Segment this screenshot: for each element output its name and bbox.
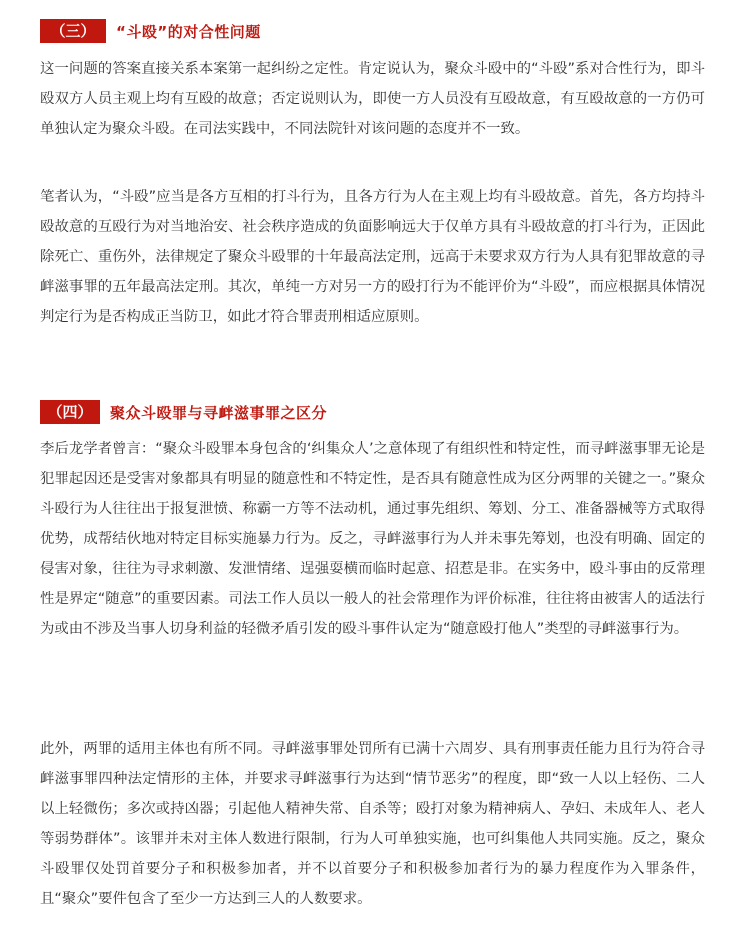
- section-heading-3: [40, 18, 261, 44]
- section-number-tag: （三）: [40, 19, 106, 43]
- section-title: “斗殴”的对合性问题: [116, 22, 261, 41]
- section-number-tag: （四）: [40, 400, 100, 424]
- paragraph: 此外，两罪的适用主体也有所不同。寻衅滋事罪处罚所有已满十六周岁、具有刑事责任能力且行为符合寻衅滋事罪四种法定情形的主体，并要求寻衅滋事行为达到“情节恶劣”的程度，即“致一人以上轻伤、二人以上轻微伤；多次或持凶器；引起他人精神失常、自杀等；殴打对象为精神病人、孕妇、未成年人、老人等弱势群体”。该罪并未对主体人数进行限制，行为人可单独实施，也可纠集他人共同实施。反之，聚众斗殴罪仅处罚首要分子和积极参加者，并不以首要分子和积极参加者行为的暴力程度作为入罪条件，且“聚众”要件包含了至少一方达到三人的人数要求。: [40, 741, 705, 907]
- paragraph: 笔者认为，“斗殴”应当是各方互相的打斗行为，且各方行为人在主观上均有斗殴故意。首先，各方均持斗殴故意的互殴行为对当地治安、社会秩序造成的负面影响远大于仅单方具有斗殴故意的打斗行为，正因此除死亡、重伤外，法律规定了聚众斗殴罪的十年最高法定刑，远高于未要求双方行为人具有犯罪故意的寻衅滋事罪的五年最高法定刑。其次，单纯一方对另一方的殴打行为不能评价为“斗殴”，而应根据具体情况判定行为是否构成正当防卫，如此才符合罪责刑相适应原则。: [40, 189, 705, 325]
- section-heading-4: [40, 399, 327, 425]
- section-title: 聚众斗殴罪与寻衅滋事罪之区分: [110, 403, 328, 422]
- paragraph: 这一问题的答案直接关系本案第一起纠纷之定性。肯定说认为，聚众斗殴中的“斗殴”系对合性行为，即斗殴双方人员主观上均有互殴的故意；否定说则认为，即使一方人员没有互殴故意，有互殴故意的一方仍可单独认定为聚众斗殴。在司法实践中，不同法院针对该问题的态度并不一致。: [40, 61, 705, 137]
- paragraph: 李后龙学者曾言：“聚众斗殴罪本身包含的‘纠集众人’之意体现了有组织性和特定性，而寻衅滋事罪无论是犯罪起因还是受害对象都具有明显的随意性和不特定性，是否具有随意性成为区分两罪的关键之一。”聚众斗殴行为人往往出于报复泄愤、称霸一方等不法动机，通过事先组织、筹划、分工、准备器械等方式取得优势，成帮结伙地对特定目标实施暴力行为。反之，寻衅滋事行为人并未事先筹划，也没有明确、固定的侵害对象，往往为寻求刺激、发泄情绪、逞强耍横而临时起意、招惹是非。在实务中，殴斗事由的反常理性是界定“随意”的重要因素。司法工作人员以一般人的社会常理作为评价标准，往往将由被害人的适法行为或由不涉及当事人切身利益的轻微矛盾引发的殴斗事件认定为“随意殴打他人”类型的寻衅滋事行为。: [40, 441, 705, 637]
